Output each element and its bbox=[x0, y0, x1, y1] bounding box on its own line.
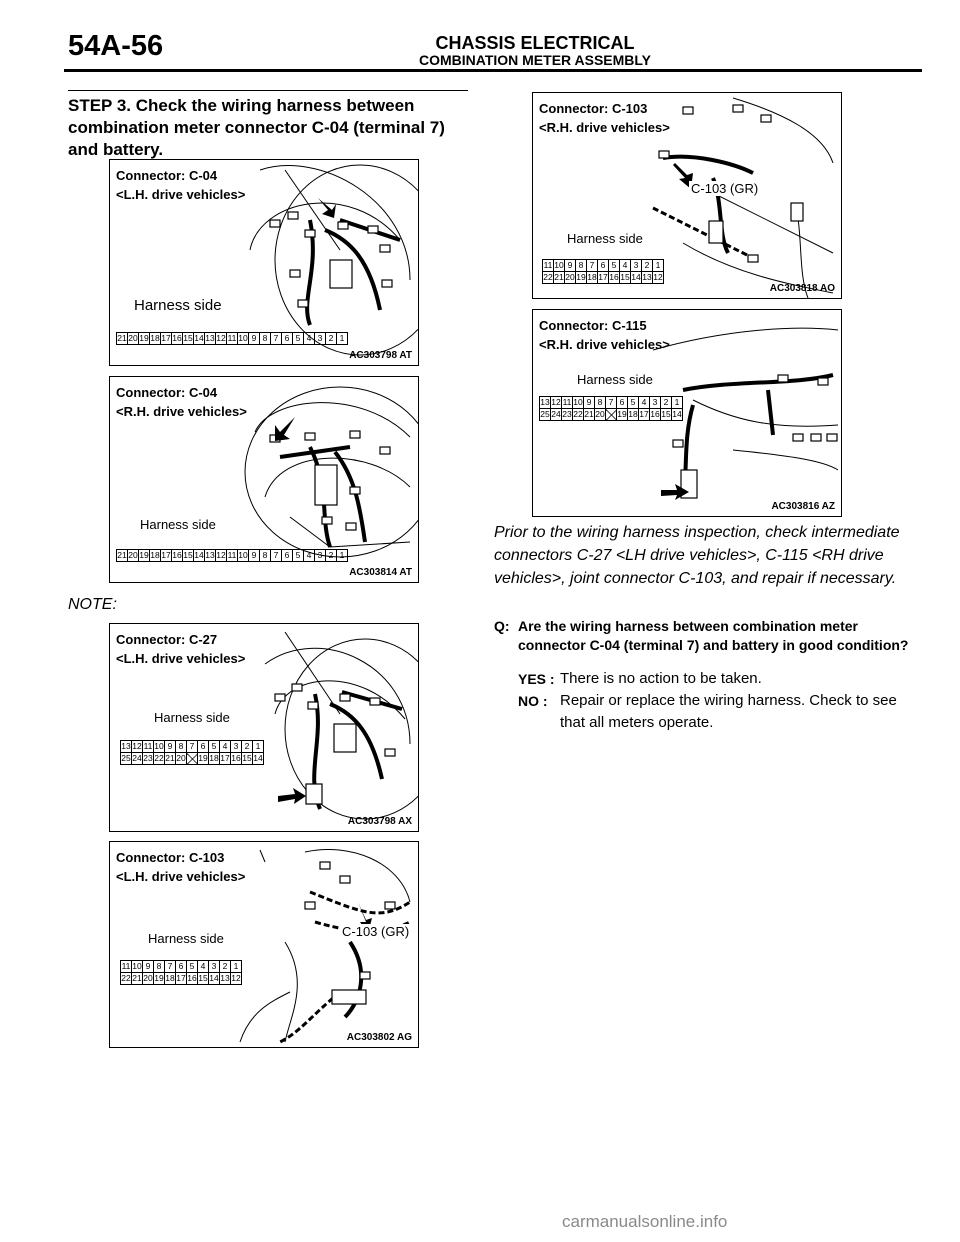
pin-cell: 3 bbox=[315, 550, 326, 562]
pin-cell: 11 bbox=[121, 961, 131, 971]
pin-cell: 21 bbox=[117, 550, 127, 560]
harness-side-label: Harness side bbox=[154, 710, 230, 725]
pin-cell: 18 bbox=[150, 333, 160, 343]
pin-cell: 2 bbox=[661, 397, 672, 409]
pin-cell: 2 bbox=[326, 550, 337, 562]
pin-cell: 9 bbox=[565, 260, 576, 272]
pin-cell: 12 bbox=[231, 973, 241, 983]
pin-cell: 1 bbox=[653, 260, 664, 272]
pin-cell: 9 bbox=[249, 550, 260, 562]
pin-cell: 21 bbox=[554, 272, 564, 282]
pin-cell: 13 bbox=[540, 397, 550, 407]
pin-cell: 2 bbox=[242, 741, 253, 753]
pin-cell: 4 bbox=[198, 961, 209, 973]
connector-callout: C-103 (GR) bbox=[342, 924, 410, 939]
harness-side-label: Harness side bbox=[577, 372, 653, 387]
figure-title: Connector: C-115 <R.H. drive vehicles> bbox=[539, 318, 670, 352]
figure-c04-lh bbox=[109, 159, 419, 366]
pin-cell: 19 bbox=[139, 550, 149, 560]
pin-cell: 24 bbox=[132, 753, 142, 763]
note-text: Prior to the wiring harness inspection, check intermediate connectors C-27 <LH drive vehicles>, C-115 <RH drive vehicles>, joint connector C-103, and repair if necessary. bbox=[494, 524, 900, 587]
pin-cell: 13 bbox=[205, 550, 215, 560]
pin-cell: 12 bbox=[653, 272, 663, 282]
pin-cell: 4 bbox=[304, 333, 315, 345]
pin-cell: 10 bbox=[573, 397, 583, 407]
pin-cell: 2 bbox=[220, 961, 231, 973]
pin-cell: 12 bbox=[216, 550, 226, 560]
pin-cell: 11 bbox=[562, 397, 572, 407]
pin-cell: 24 bbox=[551, 409, 561, 419]
answer-yes bbox=[518, 668, 762, 690]
pin-cell: 8 bbox=[260, 550, 271, 562]
pin-cell: 16 bbox=[609, 272, 619, 282]
pin-cell: 20 bbox=[565, 272, 575, 282]
figure-c115-rh bbox=[532, 309, 842, 517]
pin-cell: 17 bbox=[161, 333, 171, 343]
pin-cell: 17 bbox=[639, 409, 649, 419]
question bbox=[494, 617, 914, 655]
pin-cell: 7 bbox=[587, 260, 598, 272]
pin-cell: 19 bbox=[154, 973, 164, 983]
pin-cell: 4 bbox=[220, 741, 231, 753]
pin-cell: 1 bbox=[231, 961, 242, 973]
answer-yes-label: YES : bbox=[518, 671, 555, 687]
pin-cell: 21 bbox=[132, 973, 142, 983]
pin-cell: 5 bbox=[628, 397, 639, 409]
pin-cell: 8 bbox=[576, 260, 587, 272]
harness-side-label: Harness side bbox=[567, 231, 643, 246]
pin-cell: 3 bbox=[631, 260, 642, 272]
pin-cell: 6 bbox=[282, 550, 293, 562]
pin-cell: 10 bbox=[238, 550, 248, 560]
pin-cell: 11 bbox=[227, 550, 237, 560]
pin-cell: 22 bbox=[543, 272, 553, 282]
pin-cell: 3 bbox=[315, 333, 326, 345]
harness-side-label: Harness side bbox=[148, 931, 224, 946]
pin-cell: 14 bbox=[672, 409, 682, 419]
note-label: NOTE: bbox=[68, 596, 117, 613]
pin-cell: 16 bbox=[650, 409, 660, 419]
pin-cell: 6 bbox=[282, 333, 293, 345]
pin-cell: 18 bbox=[628, 409, 638, 419]
pin-cell: 5 bbox=[187, 961, 198, 973]
section-subtitle: COMBINATION METER ASSEMBLY bbox=[418, 52, 652, 68]
pin-cell: 17 bbox=[598, 272, 608, 282]
pin-cell: 10 bbox=[132, 961, 142, 971]
pin-cell: 6 bbox=[176, 961, 187, 973]
pin-cell: 20 bbox=[595, 409, 605, 419]
pin-cell: 3 bbox=[650, 397, 661, 409]
pin-cell: 10 bbox=[154, 741, 164, 751]
pin-cell: 20 bbox=[128, 333, 138, 343]
pin-cell: 4 bbox=[620, 260, 631, 272]
pin-cell: 17 bbox=[161, 550, 171, 560]
connector-pin-table bbox=[120, 740, 264, 765]
pin-cell: 7 bbox=[606, 397, 617, 409]
pin-cell: 12 bbox=[216, 333, 226, 343]
pin-cell: 15 bbox=[242, 753, 252, 763]
pin-cell: 15 bbox=[198, 973, 208, 983]
pin-cell: 1 bbox=[253, 741, 264, 753]
pin-cell: 8 bbox=[154, 961, 165, 973]
pin-cell: 9 bbox=[143, 961, 154, 973]
connector-pin-table bbox=[542, 259, 664, 284]
step-heading: STEP 3. Check the wiring harness between combination meter connector C-04 (terminal 7) and battery. bbox=[68, 96, 445, 159]
figure-code: AC303798 AT bbox=[349, 350, 412, 361]
pin-cell: 6 bbox=[617, 397, 628, 409]
pin-cell: 6 bbox=[598, 260, 609, 272]
answer-yes-text: There is no action to be taken. bbox=[560, 670, 762, 687]
page-number: 54A-56 bbox=[68, 30, 164, 62]
pin-cell: 21 bbox=[165, 753, 175, 763]
pin-cell: 5 bbox=[293, 333, 304, 345]
pin-cell: 9 bbox=[249, 333, 260, 345]
pin-cell: 2 bbox=[642, 260, 653, 272]
pin-cell: 23 bbox=[562, 409, 572, 419]
figure-c103-rh bbox=[532, 92, 842, 299]
figure-title: Connector: C-04 <R.H. drive vehicles> bbox=[116, 385, 247, 419]
pin-cell: 1 bbox=[672, 397, 683, 409]
figure-title: Connector: C-04 <L.H. drive vehicles> bbox=[116, 168, 246, 202]
pin-cell: 22 bbox=[573, 409, 583, 419]
pin-cell: 16 bbox=[172, 550, 182, 560]
pin-cell: 7 bbox=[271, 333, 282, 345]
pin-cell: 8 bbox=[176, 741, 187, 753]
pin-cell: 20 bbox=[128, 550, 138, 560]
pin-cell: 10 bbox=[554, 260, 564, 270]
figure-title: Connector: C-103 <R.H. drive vehicles> bbox=[539, 101, 670, 135]
pin-cell: 20 bbox=[143, 973, 153, 983]
question-label: Q: bbox=[494, 618, 510, 634]
pin-cell: 6 bbox=[198, 741, 209, 753]
pin-cell: 14 bbox=[253, 753, 263, 763]
pin-cell: 14 bbox=[194, 550, 204, 560]
pin-cell: 3 bbox=[209, 961, 220, 973]
answer-no-label: NO : bbox=[518, 693, 548, 709]
pin-cell: 11 bbox=[543, 260, 553, 270]
pin-cell: 16 bbox=[187, 973, 197, 983]
pin-cell: 15 bbox=[661, 409, 671, 419]
pin-cell: 1 bbox=[337, 333, 348, 345]
pin-cell: 14 bbox=[209, 973, 219, 983]
pin-cell: 10 bbox=[238, 333, 248, 343]
pin-cell: 17 bbox=[176, 973, 186, 983]
harness-side-label: Harness side bbox=[140, 517, 216, 532]
pin-cell: 8 bbox=[595, 397, 606, 409]
pin-cell: 18 bbox=[587, 272, 597, 282]
pin-cell: 7 bbox=[165, 961, 176, 973]
pin-cell: 11 bbox=[227, 333, 237, 343]
pin-cell: 17 bbox=[220, 753, 230, 763]
pin-cell: 19 bbox=[198, 753, 208, 763]
pin-cell: 14 bbox=[631, 272, 641, 282]
pin-cell: 13 bbox=[220, 973, 230, 983]
pin-cell: 2 bbox=[326, 333, 337, 345]
pin-cell: 19 bbox=[617, 409, 627, 419]
pin-cell: 23 bbox=[143, 753, 153, 763]
pin-cell: 22 bbox=[154, 753, 164, 763]
pin-cell: 18 bbox=[150, 550, 160, 560]
pin-cell: 4 bbox=[639, 397, 650, 409]
figure-code: AC303816 AZ bbox=[771, 501, 835, 512]
figure-code: AC303818 AO bbox=[769, 283, 835, 294]
pin-cell: 15 bbox=[620, 272, 630, 282]
connector-pin-table bbox=[120, 960, 242, 985]
pin-cell: 16 bbox=[172, 333, 182, 343]
pin-cell: 5 bbox=[609, 260, 620, 272]
figure-c27-lh bbox=[109, 623, 419, 832]
pin-cell: 3 bbox=[231, 741, 242, 753]
pin-cell: 11 bbox=[143, 741, 153, 751]
pin-cell: 15 bbox=[183, 333, 193, 343]
connector-pin-table bbox=[116, 549, 348, 562]
pin-cell: 25 bbox=[121, 753, 131, 763]
answer-no bbox=[518, 690, 898, 734]
pin-cell-blank bbox=[187, 753, 198, 765]
pin-cell: 13 bbox=[205, 333, 215, 343]
figure-title: Connector: C-27 <L.H. drive vehicles> bbox=[116, 632, 246, 666]
pin-cell: 9 bbox=[165, 741, 176, 753]
connector-pin-table bbox=[539, 396, 683, 421]
pin-cell: 5 bbox=[293, 550, 304, 562]
connector-callout: C-103 (GR) bbox=[691, 181, 759, 196]
pin-cell: 13 bbox=[121, 741, 131, 751]
pin-cell: 5 bbox=[209, 741, 220, 753]
watermark: carmanualsonline.info bbox=[562, 1212, 728, 1231]
section-title: CHASSIS ELECTRICAL bbox=[435, 33, 635, 53]
pin-cell: 19 bbox=[139, 333, 149, 343]
pin-cell: 14 bbox=[194, 333, 204, 343]
figure-c103-lh bbox=[109, 841, 419, 1048]
figure-code: AC303802 AG bbox=[346, 1032, 412, 1043]
pin-cell: 1 bbox=[337, 550, 348, 562]
step-rule bbox=[68, 90, 468, 91]
pin-cell: 16 bbox=[231, 753, 241, 763]
pin-cell: 15 bbox=[183, 550, 193, 560]
pin-cell: 9 bbox=[584, 397, 595, 409]
pin-cell: 22 bbox=[121, 973, 131, 983]
pin-cell: 21 bbox=[584, 409, 594, 419]
connector-pin-table bbox=[116, 332, 348, 345]
figure-c04-rh bbox=[109, 376, 419, 583]
pin-cell: 13 bbox=[642, 272, 652, 282]
pin-cell: 19 bbox=[576, 272, 586, 282]
harness-side-label: Harness side bbox=[134, 297, 222, 314]
figure-code: AC303814 AT bbox=[349, 567, 412, 578]
pin-cell: 7 bbox=[271, 550, 282, 562]
question-text: Are the wiring harness between combination meter connector C-04 (terminal 7) and battery in good condition? bbox=[518, 618, 909, 653]
answer-no-text: Repair or replace the wiring harness. Check to see that all meters operate. bbox=[560, 692, 897, 731]
pin-cell: 18 bbox=[209, 753, 219, 763]
figure-code: AC303798 AX bbox=[347, 816, 412, 827]
pin-cell: 7 bbox=[187, 741, 198, 753]
pin-cell: 12 bbox=[551, 397, 561, 407]
pin-cell: 25 bbox=[540, 409, 550, 419]
figure-title: Connector: C-103 <L.H. drive vehicles> bbox=[116, 850, 246, 884]
pin-cell: 12 bbox=[132, 741, 142, 751]
pin-cell: 4 bbox=[304, 550, 315, 562]
pin-cell: 21 bbox=[117, 333, 127, 343]
header-rule bbox=[64, 69, 922, 72]
pin-cell: 18 bbox=[165, 973, 175, 983]
pin-cell: 20 bbox=[176, 753, 186, 763]
pin-cell: 8 bbox=[260, 333, 271, 345]
pin-cell-blank bbox=[606, 409, 617, 421]
